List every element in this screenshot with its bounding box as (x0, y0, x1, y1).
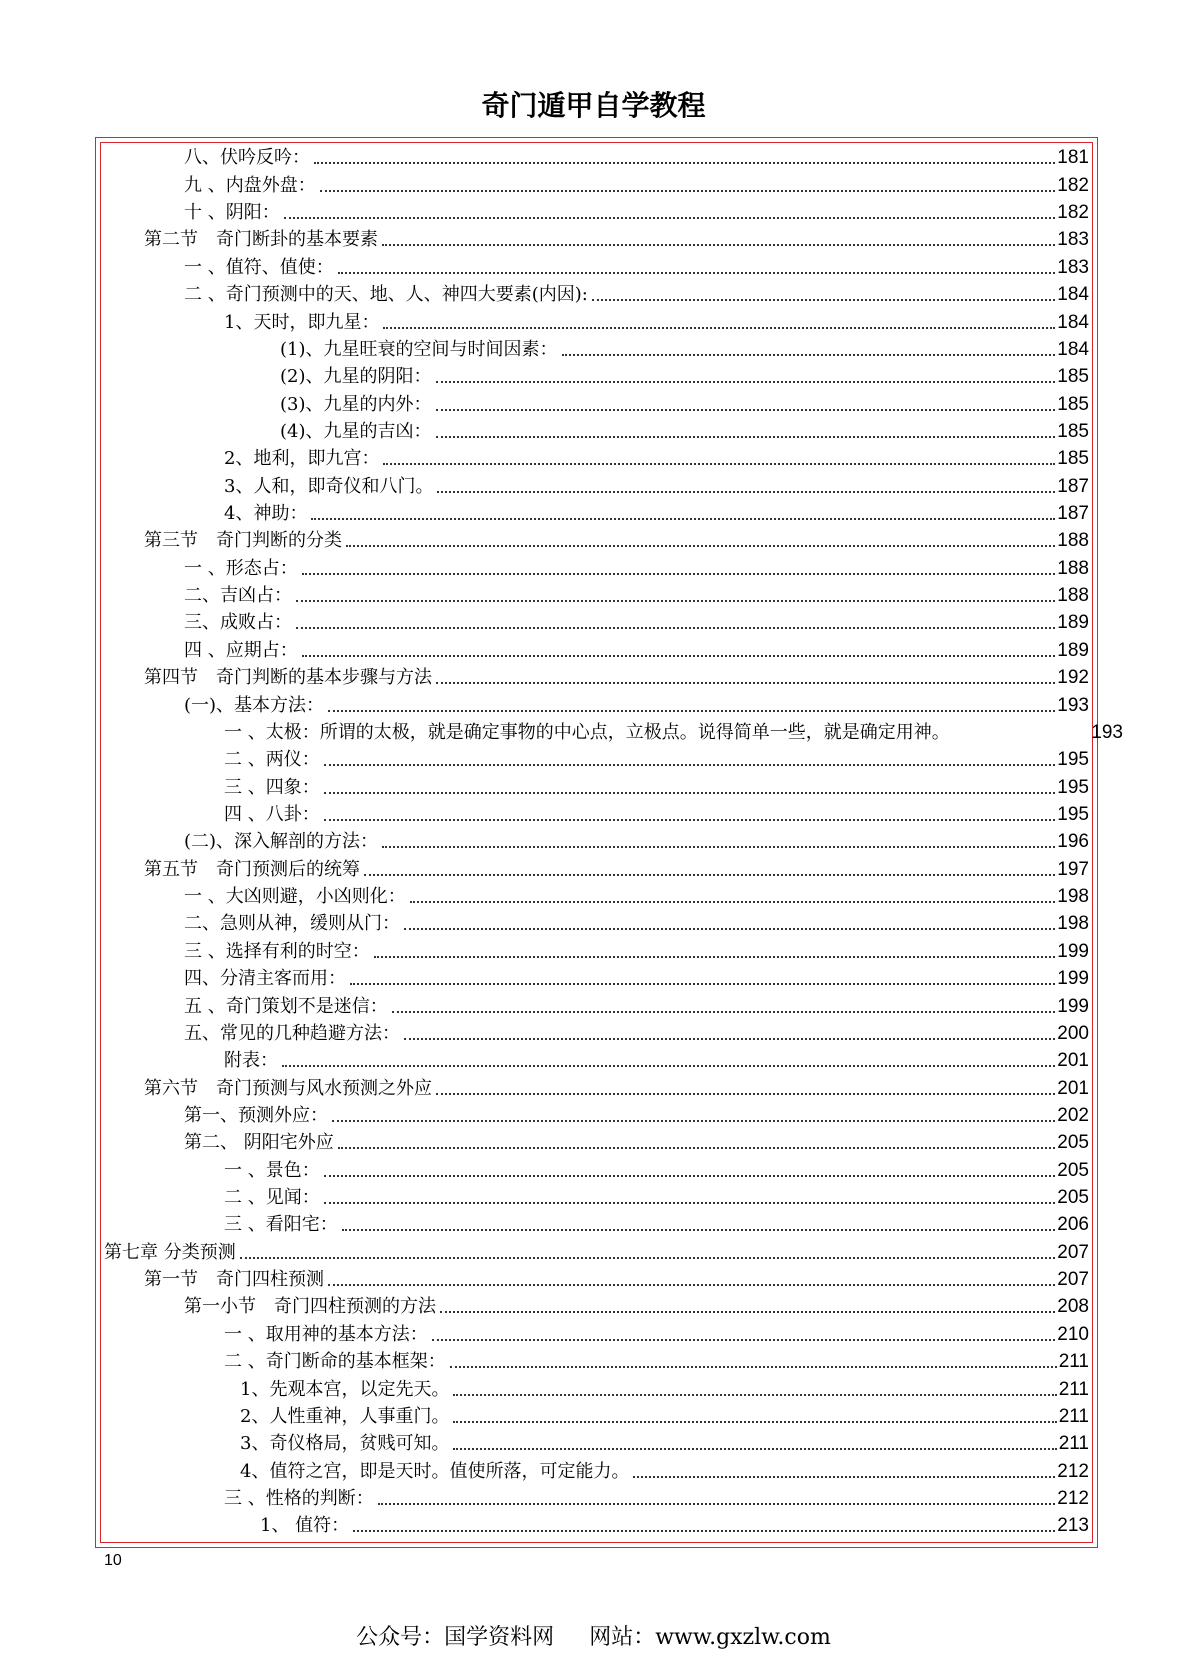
toc-entry-label: 一 、太极：所谓的太极，就是确定事物的中心点，立极点。说得简单一些，就是确定用神。 (224, 721, 950, 743)
toc-entry[interactable] (104, 306, 1089, 333)
toc-entry[interactable] (104, 1291, 1089, 1318)
toc-leader-dots (311, 517, 1055, 520)
toc-entry[interactable] (104, 1182, 1089, 1209)
toc-leader-dots (328, 709, 1055, 712)
toc-entry-label: (2)、九星的阴阳： (280, 366, 432, 388)
page-number: 10 (104, 1552, 122, 1569)
toc-entry[interactable] (104, 853, 1089, 880)
toc-entry-label: 第五节 奇门预测后的统筹 (144, 858, 360, 880)
toc-leader-dots (320, 189, 1056, 192)
toc-leader-dots (324, 818, 1056, 821)
toc-entry[interactable] (104, 1428, 1089, 1455)
toc-entry-page: 183 (1057, 229, 1089, 251)
toc-entry[interactable] (104, 1018, 1089, 1045)
toc-entry-label: 第七章 分类预测 (104, 1241, 236, 1263)
toc-entry-page: 208 (1057, 1296, 1089, 1318)
toc-entry[interactable] (104, 935, 1089, 962)
toc-entry-page: 201 (1057, 1050, 1089, 1072)
toc-entry-page: 196 (1057, 831, 1089, 853)
toc-entry-page: 189 (1057, 612, 1089, 634)
toc-entry-page: 188 (1057, 585, 1089, 607)
toc-entry[interactable] (104, 1373, 1089, 1400)
toc-leader-dots (450, 1365, 1057, 1368)
toc-entry-label: 2、地利，即九宫： (224, 448, 380, 470)
toc-entry-label: 二 、见闻： (224, 1187, 320, 1209)
toc-entry-label: 一 、大凶则避，小凶则化： (184, 886, 406, 908)
toc-entry-label: 3、人和，即奇仪和八门。 (224, 475, 434, 497)
toc-entry[interactable] (104, 607, 1089, 634)
toc-entry-page: 185 (1057, 448, 1089, 470)
toc-entry-label: 五 、奇门策划不是迷信： (184, 995, 388, 1017)
toc-entry[interactable] (104, 470, 1089, 497)
toc-entry-page: 210 (1057, 1323, 1089, 1345)
toc-entry-label: 1、先观本宫，以定先天。 (240, 1378, 450, 1400)
toc-leader-dots (378, 1502, 1056, 1505)
toc-entry[interactable] (104, 388, 1089, 415)
toc-entry-page: 184 (1057, 311, 1089, 333)
toc-entry-page: 193 (1057, 694, 1089, 716)
toc-entry-label: 一 、值符、值使： (184, 256, 334, 278)
toc-entry[interactable] (104, 826, 1089, 853)
toc-leader-dots (383, 326, 1055, 329)
toc-leader-dots (314, 161, 1055, 164)
toc-entry[interactable] (104, 689, 1089, 716)
toc-leader-dots (324, 1201, 1056, 1204)
toc-entry-label: 二 、奇门断命的基本框架： (224, 1351, 446, 1373)
toc-entry-label: 附表： (224, 1050, 278, 1072)
toc-entry[interactable] (104, 1346, 1089, 1373)
toc-entry[interactable] (104, 744, 1089, 771)
toc-entry[interactable] (104, 799, 1089, 826)
toc-entry-label: 二 、奇门预测中的天、地、人、神四大要素(内因): (184, 284, 588, 306)
toc-entry-page: 183 (1057, 256, 1089, 278)
toc-entry-page: 205 (1057, 1159, 1089, 1181)
toc-entry[interactable] (104, 1236, 1089, 1263)
toc-entry[interactable] (104, 142, 1089, 169)
toc-leader-dots (353, 1529, 1055, 1532)
toc-leader-dots (342, 1228, 1056, 1231)
toc-entry-label: 十 、阴阳： (184, 202, 280, 224)
toc-leader-dots (592, 298, 1055, 301)
toc-leader-dots (382, 845, 1055, 848)
toc-entry-label: 二、急则从神，缓则从门： (184, 913, 400, 935)
toc-entry-page: 181 (1057, 147, 1089, 169)
toc-entry-page: 188 (1057, 530, 1089, 552)
toc-leader-dots (240, 1256, 1056, 1259)
toc-entry[interactable] (104, 169, 1089, 196)
toc-entry[interactable] (104, 279, 1089, 306)
toc-entry-page: 206 (1057, 1214, 1089, 1236)
footer (0, 1620, 1187, 1651)
toc-entry-page: 195 (1057, 803, 1089, 825)
toc-leader-dots (383, 462, 1055, 465)
toc-entry-page: 211 (1058, 1433, 1089, 1455)
toc-entry[interactable] (104, 1100, 1089, 1127)
toc-leader-dots (302, 654, 1056, 657)
toc-entry-label: 二 、两仪： (224, 749, 320, 771)
toc-entry[interactable] (104, 1209, 1089, 1236)
toc-entry[interactable] (104, 334, 1089, 361)
toc-entry-label: 五、常见的几种趋避方法： (184, 1022, 400, 1044)
toc-entry-label: (4)、九星的吉凶： (280, 420, 432, 442)
toc-entry-label: 4、神助： (224, 503, 308, 525)
toc-entry-label: 二、吉凶占： (184, 585, 292, 607)
toc-entry[interactable] (104, 1318, 1089, 1345)
toc-entry[interactable] (104, 963, 1089, 990)
toc-entry-page: 199 (1057, 995, 1089, 1017)
toc-leader-dots (296, 626, 1055, 629)
toc-entry-label: 一 、形态占： (184, 557, 298, 579)
toc-leader-dots (324, 791, 1056, 794)
toc-entry[interactable] (104, 251, 1089, 278)
toc-entry-page: 189 (1057, 639, 1089, 661)
toc-entry-page: 205 (1057, 1132, 1089, 1154)
toc-entry-page: 211 (1058, 1351, 1089, 1373)
toc-entry-page: 193 (1091, 721, 1123, 743)
toc-entry[interactable] (104, 1483, 1089, 1510)
toc-entry-page: 211 (1058, 1378, 1089, 1400)
toc-entry-label: 三 、四象： (224, 776, 320, 798)
toc-leader-dots (404, 1037, 1055, 1040)
toc-leader-dots (302, 572, 1056, 575)
toc-entry-page: 207 (1057, 1241, 1089, 1263)
toc-leader-dots (346, 544, 1055, 547)
toc-entry-page: 187 (1057, 503, 1089, 525)
toc-entry-page: 198 (1057, 913, 1089, 935)
toc-entry-label: 第一节 奇门四柱预测 (144, 1269, 324, 1291)
toc-leader-dots (436, 681, 1055, 684)
toc-leader-dots (440, 1310, 1055, 1313)
toc-entry[interactable] (104, 580, 1089, 607)
toc-entry-label: 四、分清主客而用： (184, 968, 346, 990)
toc-leader-dots (410, 900, 1056, 903)
toc-leader-dots (338, 271, 1056, 274)
toc-leader-dots (296, 599, 1055, 602)
toc-leader-dots (382, 243, 1055, 246)
toc-entry[interactable] (104, 1045, 1089, 1072)
toc-entry-page: 187 (1057, 475, 1089, 497)
toc-entry-label: 3、奇仪格局，贫贱可知。 (240, 1433, 450, 1455)
toc-entry[interactable] (104, 634, 1089, 661)
toc-leader-dots (324, 1174, 1056, 1177)
toc-entry[interactable] (104, 881, 1089, 908)
toc-entry-label: 四 、应期占： (184, 639, 298, 661)
toc-entry-label: 4、值符之宫，即是天时。值使所落，可定能力。 (240, 1460, 630, 1482)
toc-entry[interactable] (104, 662, 1089, 689)
toc-entry-label: 三 、看阳宅： (224, 1214, 338, 1236)
toc-leader-dots (432, 1338, 1056, 1341)
toc-entry[interactable] (104, 197, 1089, 224)
toc-entry[interactable] (104, 1154, 1089, 1181)
toc-leader-dots (364, 873, 1055, 876)
toc-entry-page: 202 (1057, 1104, 1089, 1126)
toc-entry[interactable] (104, 1510, 1089, 1537)
toc-entry-label: 九 、内盘外盘： (184, 174, 316, 196)
toc-leader-dots (392, 1010, 1056, 1013)
toc-entry[interactable] (104, 361, 1089, 388)
toc-entry-page: 197 (1057, 858, 1089, 880)
toc-entry-page: 195 (1057, 776, 1089, 798)
toc-entry[interactable] (104, 1072, 1089, 1099)
toc-entry-page: 185 (1057, 420, 1089, 442)
toc-entry-label: 第四节 奇门判断的基本步骤与方法 (144, 667, 432, 689)
toc-leader-dots (324, 763, 1056, 766)
toc-entry[interactable] (104, 908, 1089, 935)
toc-entry-page: 205 (1057, 1187, 1089, 1209)
toc-entry-label: 四 、八卦： (224, 803, 320, 825)
toc-entry-page: 213 (1057, 1515, 1089, 1537)
toc-entry-label: 第一小节 奇门四柱预测的方法 (184, 1296, 436, 1318)
toc-entry-label: 1、 值符： (260, 1515, 350, 1537)
toc-entry[interactable] (104, 1127, 1089, 1154)
toc-leader-dots (437, 490, 1055, 493)
toc-entry-label: 第三节 奇门判断的分类 (144, 530, 342, 552)
toc-entry-page: 184 (1057, 284, 1089, 306)
toc-entry-label: (3)、九星的内外： (280, 393, 432, 415)
toc-leader-dots (436, 1092, 1055, 1095)
toc-entry[interactable] (104, 1455, 1089, 1482)
toc-leader-dots (633, 1475, 1055, 1478)
toc-entry-page: 211 (1058, 1405, 1089, 1427)
toc-entry-label: (一)、基本方法： (184, 694, 325, 716)
toc-entry[interactable] (104, 717, 1123, 744)
toc-entry-page: 199 (1057, 940, 1089, 962)
toc-entry-page: 192 (1057, 667, 1089, 689)
toc-entry-page: 184 (1057, 338, 1089, 360)
toc-leader-dots (404, 927, 1055, 930)
toc-entry[interactable] (104, 771, 1089, 798)
toc-entry-page: 185 (1057, 393, 1089, 415)
toc-entry-page: 201 (1057, 1077, 1089, 1099)
toc-leader-dots (332, 1119, 1055, 1122)
toc-entry-page: 198 (1057, 886, 1089, 908)
toc-entry-label: 三 、选择有利的时空： (184, 940, 370, 962)
toc-entry-label: 第二、 阴阳宅外应 (184, 1132, 334, 1154)
toc-entry[interactable] (104, 1264, 1089, 1291)
toc-leader-dots (328, 1283, 1055, 1286)
toc-entry-page: 212 (1057, 1487, 1089, 1509)
toc-entry[interactable] (104, 443, 1089, 470)
toc-entry-label: 八、伏吟反吟： (184, 147, 310, 169)
toc-entry-label: 三 、性格的判断： (224, 1487, 374, 1509)
toc-entry-page: 182 (1057, 202, 1089, 224)
toc-leader-dots (350, 982, 1055, 985)
toc-leader-dots (562, 353, 1056, 356)
table-of-contents (104, 142, 1123, 1537)
toc-entry[interactable] (104, 990, 1089, 1017)
toc-entry-page: 199 (1057, 968, 1089, 990)
toc-entry-page: 188 (1057, 557, 1089, 579)
toc-entry-page: 182 (1057, 174, 1089, 196)
toc-entry-label: 第二节 奇门断卦的基本要素 (144, 229, 378, 251)
toc-entry-label: 第一、预测外应： (184, 1104, 328, 1126)
toc-entry-page: 212 (1057, 1460, 1089, 1482)
toc-leader-dots (374, 955, 1056, 958)
footer-website: 网站：www.gxzlw.com (589, 1625, 831, 1650)
toc-entry[interactable] (104, 224, 1089, 251)
toc-entry-label: 第六节 奇门预测与风水预测之外应 (144, 1077, 432, 1099)
toc-entry-page: 200 (1057, 1022, 1089, 1044)
toc-leader-dots (453, 1393, 1056, 1396)
toc-leader-dots (284, 216, 1056, 219)
toc-entry-label: (二)、深入解剖的方法： (184, 831, 379, 853)
toc-entry-label: 一 、取用神的基本方法： (224, 1323, 428, 1345)
footer-wechat: 公众号：国学资料网 (356, 1625, 555, 1650)
toc-entry-label: 一 、景色： (224, 1159, 320, 1181)
toc-leader-dots (453, 1420, 1056, 1423)
toc-entry-label: (1)、九星旺衰的空间与时间因素： (280, 338, 558, 360)
toc-entry-page: 195 (1057, 749, 1089, 771)
toc-entry[interactable] (104, 525, 1089, 552)
toc-leader-dots (453, 1447, 1056, 1450)
toc-leader-dots (282, 1064, 1055, 1067)
toc-leader-dots (436, 408, 1056, 411)
toc-entry-page: 185 (1057, 366, 1089, 388)
document-title: 奇门遁甲自学教程 (481, 89, 706, 122)
toc-entry-label: 三、成败占： (184, 612, 292, 634)
toc-entry-page: 207 (1057, 1269, 1089, 1291)
toc-entry[interactable] (104, 498, 1089, 525)
toc-entry[interactable] (104, 1401, 1089, 1428)
toc-entry[interactable] (104, 552, 1089, 579)
toc-leader-dots (436, 380, 1056, 383)
toc-entry-label: 1、天时，即九星： (224, 311, 380, 333)
toc-entry-label: 2、人性重神，人事重门。 (240, 1405, 450, 1427)
toc-leader-dots (338, 1146, 1056, 1149)
toc-leader-dots (436, 435, 1056, 438)
toc-entry[interactable] (104, 416, 1089, 443)
